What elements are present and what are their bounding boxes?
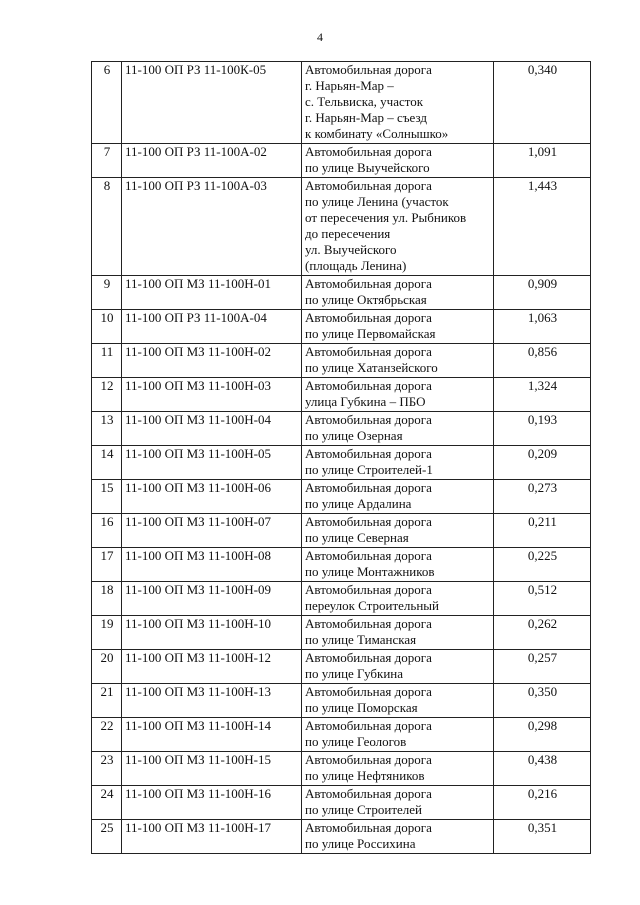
row-number-cell: 22 <box>92 718 122 752</box>
road-id-cell: 11-100 ОП РЗ 11-100А-04 <box>122 310 302 344</box>
row-number-cell: 6 <box>92 62 122 144</box>
table-row <box>92 582 591 616</box>
row-number-cell: 12 <box>92 378 122 412</box>
row-number-cell: 25 <box>92 820 122 854</box>
row-number-cell: 10 <box>92 310 122 344</box>
road-length-cell: 0,909 <box>494 276 591 310</box>
road-id-cell: 11-100 ОП МЗ 11-100Н-08 <box>122 548 302 582</box>
road-length-cell: 0,209 <box>494 446 591 480</box>
row-number-cell: 14 <box>92 446 122 480</box>
road-id-cell: 11-100 ОП МЗ 11-100Н-04 <box>122 412 302 446</box>
table-row <box>92 684 591 718</box>
table-row <box>92 378 591 412</box>
page-number: 4 <box>317 30 323 44</box>
road-id-cell: 11-100 ОП МЗ 11-100Н-03 <box>122 378 302 412</box>
road-id-cell: 11-100 ОП МЗ 11-100Н-17 <box>122 820 302 854</box>
road-id-cell: 11-100 ОП МЗ 11-100Н-02 <box>122 344 302 378</box>
roads-table <box>91 61 591 854</box>
table-row <box>92 480 591 514</box>
table-row <box>92 62 591 144</box>
road-length-cell: 0,273 <box>494 480 591 514</box>
row-number-cell: 18 <box>92 582 122 616</box>
road-id-cell: 11-100 ОП МЗ 11-100Н-10 <box>122 616 302 650</box>
row-number-cell: 8 <box>92 178 122 276</box>
road-id-cell: 11-100 ОП МЗ 11-100Н-14 <box>122 718 302 752</box>
road-length-cell: 0,856 <box>494 344 591 378</box>
table-row <box>92 344 591 378</box>
road-id-cell: 11-100 ОП РЗ 11-100А-03 <box>122 178 302 276</box>
row-number-cell: 17 <box>92 548 122 582</box>
road-name-cell: Автомобильная дорога по улице Нефтяников <box>302 752 494 786</box>
table-row <box>92 412 591 446</box>
row-number-cell: 21 <box>92 684 122 718</box>
row-number-cell: 19 <box>92 616 122 650</box>
road-id-cell: 11-100 ОП МЗ 11-100Н-09 <box>122 582 302 616</box>
road-length-cell: 0,298 <box>494 718 591 752</box>
road-name-cell: Автомобильная дорога по улице Выучейского <box>302 144 494 178</box>
road-name-cell: Автомобильная дорога по улице Октябрьская <box>302 276 494 310</box>
road-id-cell: 11-100 ОП МЗ 11-100Н-16 <box>122 786 302 820</box>
road-name-cell: Автомобильная дорога по улице Строителей-1 <box>302 446 494 480</box>
table-row <box>92 786 591 820</box>
road-length-cell: 0,350 <box>494 684 591 718</box>
road-id-cell: 11-100 ОП МЗ 11-100Н-15 <box>122 752 302 786</box>
table-row <box>92 650 591 684</box>
road-name-cell: Автомобильная дорога г. Нарьян-Мар – с. Тельвиска, участок г. Нарьян-Мар – съезд к комбинату «Солнышко» <box>302 62 494 144</box>
road-id-cell: 11-100 ОП МЗ 11-100Н-12 <box>122 650 302 684</box>
road-id-cell: 11-100 ОП МЗ 11-100Н-06 <box>122 480 302 514</box>
road-name-cell: Автомобильная дорога по улице Озерная <box>302 412 494 446</box>
road-length-cell: 0,211 <box>494 514 591 548</box>
road-name-cell: Автомобильная дорога по улице Первомайская <box>302 310 494 344</box>
road-name-cell: Автомобильная дорога по улице Строителей <box>302 786 494 820</box>
road-name-cell: Автомобильная дорога по улице Ардалина <box>302 480 494 514</box>
road-length-cell: 0,193 <box>494 412 591 446</box>
road-length-cell: 0,438 <box>494 752 591 786</box>
row-number-cell: 11 <box>92 344 122 378</box>
table-row <box>92 548 591 582</box>
road-name-cell: Автомобильная дорога по улице Ленина (участок от пересечения ул. Рыбников до пересечения ул. Выучейского (площадь Ленина) <box>302 178 494 276</box>
row-number-cell: 13 <box>92 412 122 446</box>
table-row <box>92 276 591 310</box>
road-length-cell: 0,257 <box>494 650 591 684</box>
road-length-cell: 1,063 <box>494 310 591 344</box>
table-row <box>92 820 591 854</box>
road-name-cell: Автомобильная дорога по улице Монтажников <box>302 548 494 582</box>
road-name-cell: Автомобильная дорога по улице Геологов <box>302 718 494 752</box>
row-number-cell: 16 <box>92 514 122 548</box>
road-length-cell: 0,262 <box>494 616 591 650</box>
road-id-cell: 11-100 ОП МЗ 11-100Н-07 <box>122 514 302 548</box>
table-row <box>92 178 591 276</box>
table-row <box>92 718 591 752</box>
road-name-cell: Автомобильная дорога по улице Северная <box>302 514 494 548</box>
row-number-cell: 7 <box>92 144 122 178</box>
table-row <box>92 310 591 344</box>
road-name-cell: Автомобильная дорога по улице Тиманская <box>302 616 494 650</box>
road-name-cell: Автомобильная дорога по улице Губкина <box>302 650 494 684</box>
road-name-cell: Автомобильная дорога переулок Строительный <box>302 582 494 616</box>
road-length-cell: 0,225 <box>494 548 591 582</box>
table-row <box>92 752 591 786</box>
road-length-cell: 1,443 <box>494 178 591 276</box>
table-row <box>92 446 591 480</box>
road-id-cell: 11-100 ОП МЗ 11-100Н-13 <box>122 684 302 718</box>
road-name-cell: Автомобильная дорога по улице Поморская <box>302 684 494 718</box>
row-number-cell: 9 <box>92 276 122 310</box>
road-id-cell: 11-100 ОП МЗ 11-100Н-01 <box>122 276 302 310</box>
road-length-cell: 0,340 <box>494 62 591 144</box>
row-number-cell: 23 <box>92 752 122 786</box>
road-length-cell: 0,512 <box>494 582 591 616</box>
table-row <box>92 616 591 650</box>
row-number-cell: 15 <box>92 480 122 514</box>
row-number-cell: 24 <box>92 786 122 820</box>
road-length-cell: 1,324 <box>494 378 591 412</box>
road-name-cell: Автомобильная дорога по улице Россихина <box>302 820 494 854</box>
road-id-cell: 11-100 ОП РЗ 11-100К-05 <box>122 62 302 144</box>
road-id-cell: 11-100 ОП РЗ 11-100А-02 <box>122 144 302 178</box>
row-number-cell: 20 <box>92 650 122 684</box>
road-length-cell: 1,091 <box>494 144 591 178</box>
road-length-cell: 0,351 <box>494 820 591 854</box>
table-row <box>92 514 591 548</box>
road-id-cell: 11-100 ОП МЗ 11-100Н-05 <box>122 446 302 480</box>
road-name-cell: Автомобильная дорога по улице Хатанзейского <box>302 344 494 378</box>
table-row <box>92 144 591 178</box>
roads-table-body <box>92 62 591 854</box>
road-name-cell: Автомобильная дорога улица Губкина – ПБО <box>302 378 494 412</box>
road-length-cell: 0,216 <box>494 786 591 820</box>
